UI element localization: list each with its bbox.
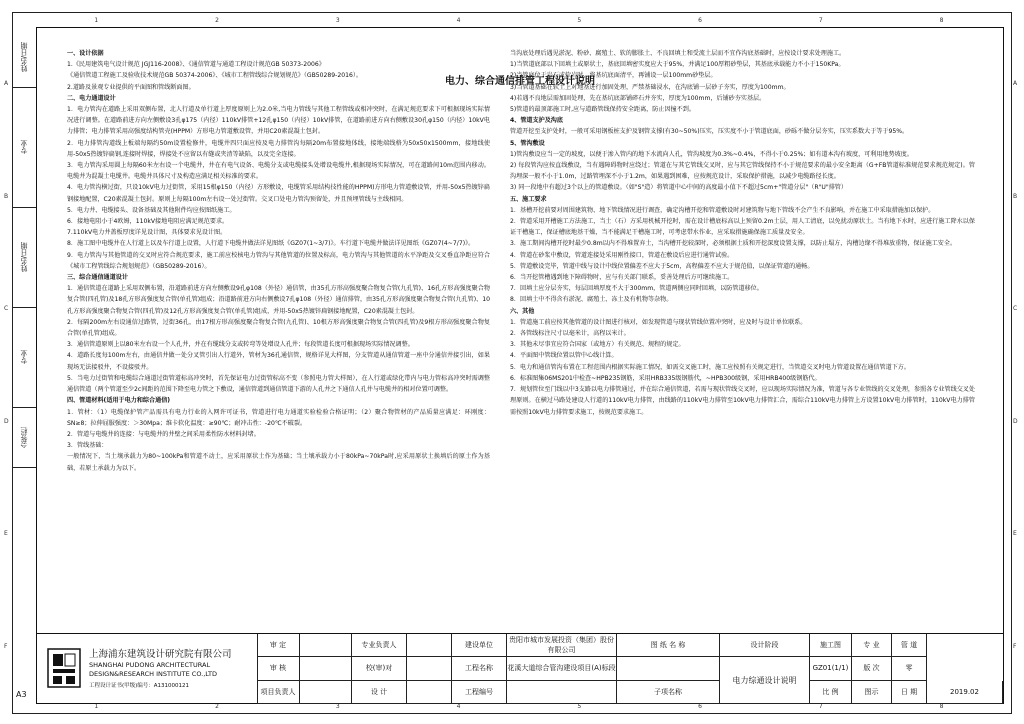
col1-paragraph: 2．电力排管沟道线上板端每隔约50m设置检修井，电缆井四只面应按及电力排管沟每隔20m布置接地体线，接地端线格为50x50x1500mm，接地线使用-50x5热镀锌扁钢,连接时焊接，焊接处不应留以有缝或夹渣等缺陷，以及完全连接。: [67, 139, 490, 158]
col2-paragraph: 3．其他未尽事宜应符合国家（或地方）有关规范、规程的规定。: [510, 341, 685, 349]
col2-paragraph: 1．基槽开挖前要对周围建筑物、地下管线情况进行调查，确定沟槽开挖和管道敷设时对建筑物与地下管线不会产生不良影响，并在施工中采取措施加以保护。: [510, 206, 935, 214]
botnums-label: 5: [577, 703, 582, 710]
col1-paragraph: 8．施工图中电缆井在人行道上以及车行道上设置，人行道下电缆井做法详见图纸《GZ07(1~3/7)》。车行道下电缆井做法详见图纸《GZ07(4~7/7)》。: [67, 240, 475, 248]
rightletters-label: F: [1013, 642, 1017, 650]
title-block-cell: 设计阶段: [720, 634, 810, 657]
strip-cell-3: 姓名/日期: [12, 207, 36, 308]
title-block-cell: 日 期: [892, 681, 927, 704]
company-cert: 工程设计证书(甲级)编号：A131000121: [89, 683, 190, 689]
strip-cell-2: 专业: [12, 87, 36, 208]
col2-paragraph: 5)管道的最顶部施工时,应与道路管线保持安全距离，防止因撞不到。: [510, 106, 695, 114]
col2-paragraph: 6．标准图集06MS201中检查~HPB235钢筋，采用HRB335级钢筋代，~HPB300级钢，采用HRB400级钢筋代。: [510, 374, 821, 382]
leftletters-label: B: [4, 192, 9, 200]
leftletters-label: A: [4, 80, 9, 88]
col1-paragraph: 1．电力管沟在道路上采用双侧布置，北人行道及单行道上厚度原则上为2.0米,当电力管线与其他工程管线或相冲突时，在满足规范要求下可根据现场实际情况进行调整。在道路前进方向左侧敷设3孔φ175（内径）110kV排管+12孔φ150（内径）10kV排管，在道路前进方向右侧敷设30孔φ150（内径）10kV电力排管；电力排管采用高强度结构管壳(HPPM）方形电力管道敷设管，并用C20素混凝土包封。: [67, 106, 490, 136]
col2-paragraph: 当沟底处理后遇见淤泥、粉砂、腐殖土、软的膨胀土、不良回填土和受流土层而不宜作沟底基础时，应按设计要求处理施工。: [510, 50, 846, 57]
rightletters-label: E: [1013, 530, 1017, 538]
company-logo-icon: [47, 648, 81, 688]
company-name-cn: 上海浦东建筑设计研究院有限公司: [89, 649, 232, 660]
title-block-cell: 校(审)对: [352, 657, 407, 680]
title-block-cell: 设 计: [352, 681, 407, 704]
col1-paragraph: 6．接地电阻小于4欧姆，110kV接地电阻应满足规范要求。: [67, 218, 229, 226]
page-title: 电力、综合通信排管工程设计说明: [445, 76, 595, 87]
col2-paragraph: 六、其他: [510, 307, 535, 315]
topnums-label: 1: [94, 17, 99, 24]
col2-paragraph: 7．回填土应分层夯实，每层回填厚度不大于300mm，管道两侧应同时回填，以防管道移位。: [510, 285, 763, 293]
col2-paragraph: 2．管道采用开槽施工方法施工，当土（石）方采用机械开挖时，需在设计槽底标高以上预留0.2m土层，用人工清底，以免扰动原状土。当有地下水时，应进行施工降水以保证干槽施工，保证槽底地基干燥，当不能满足干槽施工时，可考虑带水作业，应采取措施确保施工质量及安全。: [510, 218, 975, 237]
col2-paragraph: 5．管道敷设完毕，管道中线与设计中线位置偏差不应大于5cm，高程偏差不应大于规范值，以保证管道的通畅。: [510, 262, 814, 270]
topnums-label: 5: [577, 17, 582, 24]
title-block-cell: 专业负责人: [352, 634, 407, 657]
col2-paragraph: 5、管沟敷设: [510, 139, 545, 147]
col2-paragraph: 3)当管道基础在软土上对地基进行加固处理，严禁基础浸水，在沟底铺一层砂子夯实，厚度为100mm。: [510, 83, 790, 91]
rightletters-label: D: [1013, 417, 1018, 425]
title-block-cell: 专 业: [852, 634, 892, 657]
col2-paragraph: 1)当管道底部以下回填土或原状土，基底回填密实度应大于95%，并满足100厚粗砂垫层，其基底承载能力不小于150KPa。: [510, 61, 845, 69]
col1-paragraph: 2．每隔200m左右设通信过路管，过街36孔，由17根方形高强度聚合物复合管(九孔管)、10根方形高强度聚合物复合管(四孔管)及9根方形高强度聚合物复合管(单孔管)组成。: [67, 318, 490, 338]
col2-paragraph: 管道开挖至支护处时，一般可采用钢板桩支护及钢管支撑(有30~50%)压实，压实度不小于管道底面，砂砾不做分层夯实，压实系数大于等于95%。: [510, 128, 909, 136]
botnums-label: 7: [818, 703, 823, 710]
title-block-cell: GZ01(1/1): [810, 657, 852, 680]
topnums-label: 3: [335, 17, 340, 24]
col2-paragraph: 1．管道施工前应按其他管道的设计图进行核对，如发现管道与现状管线位置冲突时，应及时与设计单位联系。: [510, 318, 807, 326]
col1-paragraph: 5．当电力过街管和电缆综合通道过街管道标高冲突时，首先保证电力过街管标高不变（参照电力管大样图），在人行道或绿化带内与电力管标高冲突时需调整通信管道（两个管道至少2c间距的范围下降至电力管之下敷设，通信管道到通信管道下游的人孔井之下通信人孔井与电缆井的相对位置可调整。: [67, 374, 490, 394]
strip-cell-5: 会签栏: [12, 407, 36, 468]
botnums-label: 8: [939, 703, 944, 710]
title-block-cell: [407, 634, 452, 657]
topnums-label: 8: [939, 17, 944, 24]
col2-paragraph: 4．管道在砂浆中敷设，管道连接处采用刚性接口，管道在敷设后应进行通管试验。: [510, 251, 734, 259]
title-block-cell: 管 道: [892, 634, 927, 657]
company-name-en-1: SHANGHAI PUDONG ARCHITECTURAL: [89, 661, 211, 669]
strip-cell-4: 专业: [12, 307, 36, 408]
col1-paragraph: 2．管道与电缆井的连接：与电缆井的井壁之间采用柔性防水材料封堵。: [67, 430, 260, 438]
title-block-cell: 审 核: [257, 657, 300, 680]
title-block-cell: [617, 657, 720, 680]
col2-paragraph: 4、管道支护及沟底: [510, 117, 563, 125]
title-block-cell: 比 例: [810, 681, 852, 704]
col1-paragraph: 三、综合通信通道设计: [67, 274, 128, 282]
col1-paragraph: 一般情况下，当土壤承载力为80~100kPa和管道不动土，应采用原状土作为基础；当土壤承载力小于80kPa~70kPa时,应采用原状土换填后的原土作为基础，若原土承载力为以下。: [67, 453, 490, 472]
col2-paragraph: 1)管沟敷设应当一定的坡度，以便于渗入管内的地下水流向人孔，管沟坡度为0.3%~0.4%，不得小于0.25%；如有道本沟有坡度，可利用地势坡度。: [510, 150, 913, 158]
leftletters-label: E: [4, 530, 8, 538]
col2-paragraph: 4)若遇不良地层需加固处理，先在基坑底部铺碎石并夯实，厚度为100mm，后铺砂夯实基层。: [510, 94, 766, 102]
col1-paragraph: 1.《民用建筑电气设计规范 JGJ116-2008》、《通信管道与通道工程设计规范GB 50373-2006》: [67, 61, 325, 69]
rightletters-label: C: [1013, 305, 1018, 313]
title-block-cell: [407, 657, 452, 680]
strip-cell-1: 姓名/日期: [12, 27, 36, 88]
company-name-en-2: DESIGN&RESEARCH INSTITUTE CO.,LTD: [89, 670, 218, 678]
col1-paragraph: 7.110kV电力井盖板厚度详见设计图，具体要求见设计图。: [67, 229, 227, 237]
sheet-size-label: A3: [16, 690, 27, 699]
title-block-cell: 图示: [852, 681, 892, 704]
col2-paragraph: 6．当开挖管槽遇到地下障碍物时，应与有关部门联系，妥善处理后方可继续施工。: [510, 274, 734, 282]
title-block-cell: 零: [892, 657, 927, 680]
col2-paragraph: 3) 同一段地中有超过3个以上的管道敷设。（如"S"造）将管道中心中间的高度最小值下不超过5cm+"管道分层"（R"U"排管）: [510, 184, 847, 192]
leftletters-label: C: [4, 305, 9, 313]
col2-paragraph: 7．规划管位至门线以中3支路以电力排管通过，并在综合通信管道，若需与现状管线交叉时，应以现场实际情况为准，管道与各专业管线的交叉处理，参照各专业管线交叉处理原则。在横过马路处建设人行道的110kV电力排管，由线路的110kV电力排管至10kV电力排管汇合，需综合110kV电力排管上方设置10kV电力排管时，110kV电力排管需按照10kV电力排管要求施工，按规范要求施工。: [510, 386, 975, 416]
col1-paragraph: 1．管材：（1）电缆保护管产品需具有电力行业的入网许可证书，管道进行电力通道实验检验合格证明；（2）聚合物管材的产品质量应满足：环刚度：SN≥8；拉伸屈服强度：＞30Mpa；维卡软化温度：≥90℃；耐冲击性：-20℃不破裂。: [67, 408, 490, 427]
col2-paragraph: 8．回填土中不得含有淤泥、腐殖土、冻土及有机物等杂物。: [510, 296, 673, 304]
title-block-cell: 花溪大道综合管沟建设项目(A)标段: [507, 657, 617, 680]
rightletters-label: A: [1013, 80, 1018, 88]
title-block-cell: [507, 681, 617, 704]
col2-paragraph: 2)当管底位于岩石或软岩时，将基坑底面清平，再铺设一层100mm砂垫层。: [510, 72, 717, 80]
botnums-label: 1: [94, 703, 99, 710]
title-block-cell: [300, 634, 352, 657]
title-block: [37, 633, 1003, 704]
botnums-label: 4: [456, 703, 461, 710]
leftletters-label: F: [4, 642, 8, 650]
rightletters-label: B: [1013, 192, 1018, 200]
title-block-cell: [407, 681, 452, 704]
col2-paragraph: 4．平面图中管线位置以管中心线计算。: [510, 352, 618, 360]
title-block-cell: 施工图: [810, 634, 852, 657]
title-block-cell: 工程编号: [452, 681, 507, 704]
drawing-name: 电力综通设计说明: [720, 657, 810, 704]
title-block-cell: 贵阳市城市发展投资（集团）股份有限公司: [507, 634, 617, 657]
botnums-label: 2: [215, 703, 219, 710]
title-block-cell: 版 次: [852, 657, 892, 680]
topnums-label: 2: [215, 17, 219, 24]
topnums-label: 6: [698, 17, 702, 24]
botnums-label: 6: [698, 703, 702, 710]
title-block-cell: [300, 681, 352, 704]
company-block: [37, 634, 258, 704]
title-block-cell: 建设单位: [452, 634, 507, 657]
title-block-cell: 审 定: [257, 634, 300, 657]
leftletters-label: D: [4, 417, 9, 425]
col1-paragraph: 4．电力管沟横过街，只设10kV电力过街管，采用15根φ150（内径）方形敷设，电缆管采用结构技性能的HPPM)方形电力管道敷设管，并用-50x5热镀锌扁钢接地配置，C20素混凝土包封。原则上每隔100m左右设一处过街管。交叉口处电力管沟预留处，并且预埋管线与主线相同。: [67, 184, 490, 203]
col1-paragraph: 《通信管道工程施工及验收技术规范GB 50374-2006》、《城市工程管线综合规划规范》（GB50289-2016）。: [67, 72, 363, 80]
col1-paragraph: 5．电力井、电缆接头、设备基础及其他附件均应按图纸施工。: [67, 206, 236, 214]
title-block-cell: [300, 657, 352, 680]
inner-frame: [36, 27, 1004, 704]
col1-paragraph: 3．通信管道原则上以80米左右设一个人孔井，并在有缆线分支或转弯等处增设人孔井；每段管道长度可根据现场实际情况调整。: [67, 341, 414, 349]
signature-strip: [12, 27, 36, 702]
col1-paragraph: 3．管线基础：: [67, 442, 108, 450]
col1-paragraph: 2.道路及景观专业提供的平面图和管线断面图。: [67, 83, 195, 91]
topnums-label: 7: [818, 17, 823, 24]
col1-paragraph: 4．道路长度每100m左右，由通信井做一处分叉管引出人行道外，管材为36孔通信管，规格详见大样图，分支管道从通信管道一座中分通信井接引出，如果现场无法接驳井，不设接驳井。: [67, 352, 490, 371]
col2-paragraph: 3．施工期间沟槽开挖时最少0.8m以内不得堆置弃土，当沟槽开挖较深时，必须根据土质和开挖深度设置支撑，以防止塌方，沟槽边缘不得堆放重物，保证施工安全。: [510, 240, 957, 248]
notes-column-right: [510, 48, 975, 418]
col1-paragraph: 二、电力通道设计: [67, 94, 116, 102]
col1-paragraph: 一、设计依据: [67, 50, 104, 57]
col1-paragraph: 3．电力管沟采用圆上每隔60米左右设一个电缆井，井在有电气设备、电缆分支或电缆接头处增设电缆井,根据现场实际情况，可在道路间10m范围内移动。电缆井为混凝土电缆井。电缆井具体尺寸及构造应满足相关标准的要求。: [67, 162, 490, 181]
title-block-cell: 子项名称: [617, 681, 720, 704]
title-block-cell: 2019.02: [927, 681, 1003, 704]
title-block-cell: 项目负责人: [257, 681, 300, 704]
botnums-label: 3: [335, 703, 340, 710]
col2-paragraph: 2．各管线标注尺寸以毫米计，高程以米计。: [510, 330, 630, 338]
title-block-cell: 图 纸 名 称: [617, 634, 720, 657]
col2-paragraph: 5．电力和通信管沟布置在工程范围内根据实际施工情况，如需交叉施工时，施工应按照有关规定进行，当管道交叉时电力管道设置在通信管道下方。: [510, 363, 910, 371]
col2-paragraph: 五、施工要求: [510, 195, 547, 203]
col1-paragraph: 9．电力管沟与其他管道的交叉时应符合规范要求，施工前应校核电力管沟与其他管道的位置及标高，电力管沟与其他管道的水平净距及交叉垂直净距应符合《城市工程管线综合规划规范》（GB50289-2016）。: [67, 251, 490, 270]
topnums-label: 4: [456, 17, 461, 24]
col1-paragraph: 四、管道材料(适用于电力和综合通信): [67, 397, 171, 405]
col1-paragraph: 1．通信管道在道路上采用双侧布置，沿道路前进方向左侧敷设9孔φ108（外径）通信管，由35孔方形高强度聚合物复合管(九孔管)、16孔方形高强度聚合物复合管(四孔管)及18孔方形高强度复合管(单孔管)组成；沿道路前进方向右侧敷设7孔φ108（外径）通信排管，由35孔方形高强度聚合物复合管(九孔管)、10孔方形高强度聚合物复合管(四孔管)及12孔方形高强度复合管(单孔管)组成，并用-50x5热镀锌扁钢接地配置，C20素混凝土包封。: [67, 285, 490, 315]
col2-paragraph: 2) 每段管沟应按直线敷设，当有遇障碍物时应绕过；管道在与其它管线交叉时，应与其它管线保持不小于规范要求的最小安全距离（G+FB管道标准规范要求规范规定)。管沟埋深一般不小于1.0m，过路管埋深不小于1.2m，如果遇到困难，应按规范设计，采取保护措施，以减少电缆路径长度。: [510, 162, 975, 181]
title-block-cell: 工程名称: [452, 657, 507, 680]
notes-column-left: [67, 48, 490, 474]
